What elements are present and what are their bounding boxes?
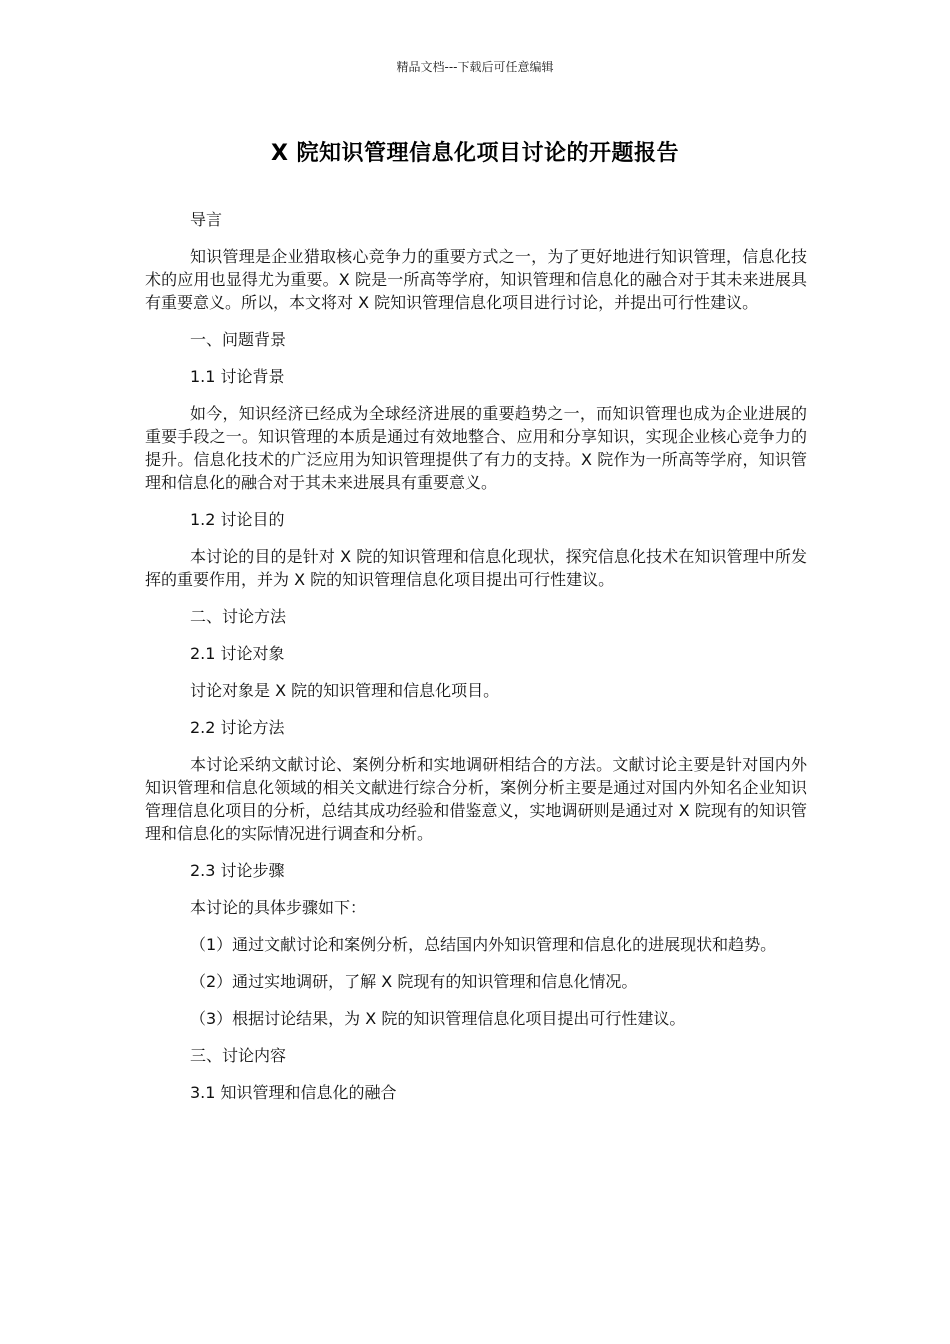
subsection-heading: 2.3 讨论步骤 (190, 861, 285, 880)
subsection-heading: 1.1 讨论背景 (190, 367, 285, 386)
paragraph: 本讨论采纳文献讨论、案例分析和实地调研相结合的方法。文献讨论主要是针对国内外知识管理和信息化领域的相关文献进行综合分析，案例分析主要是通过对国内外知名企业知识管理信息化项目的分析，总结其成功经验和借鉴意义，实地调研则是通过对 X 院现有的知识管理和信息化的实际情况进行调查和分析。 (145, 755, 807, 843)
list-item: （3）根据讨论结果，为 X 院的知识管理信息化项目提出可行性建议。 (190, 1009, 686, 1028)
subsection-heading: 1.2 讨论目的 (190, 510, 285, 529)
list-item: （2）通过实地调研，了解 X 院现有的知识管理和信息化情况。 (190, 972, 638, 991)
document-title: X 院知识管理信息化项目讨论的开题报告 (270, 141, 680, 166)
paragraph: 如今，知识经济已经成为全球经济进展的重要趋势之一，而知识管理也成为企业进展的重要手段之一。知识管理的本质是通过有效地整合、应用和分享知识，实现企业核心竞争力的提升。信息化技术的广泛应用为知识管理提供了有力的支持。X 院作为一所高等学府，知识管理和信息化的融合对于其未来进展具有重要意义。 (145, 404, 807, 492)
subsection-heading: 2.2 讨论方法 (190, 718, 285, 737)
document-body (145, 208, 807, 1104)
header-note: 精品文档---下载后可任意编辑 (396, 60, 554, 74)
section-heading: 一、问题背景 (190, 330, 287, 349)
subsection-heading: 2.1 讨论对象 (190, 644, 285, 663)
section-heading: 三、讨论内容 (190, 1046, 287, 1065)
paragraph: 本讨论的具体步骤如下： (190, 898, 367, 917)
paragraph: 知识管理是企业猎取核心竞争力的重要方式之一，为了更好地进行知识管理，信息化技术的应用也显得尤为重要。X 院是一所高等学府，知识管理和信息化的融合对于其未来进展具有重要意义。所以，本文将对 X 院知识管理信息化项目进行讨论，并提出可行性建议。 (145, 247, 807, 312)
section-heading: 导言 (190, 210, 223, 229)
section-heading: 二、讨论方法 (190, 607, 287, 626)
list-item: （1）通过文献讨论和案例分析，总结国内外知识管理和信息化的进展现状和趋势。 (190, 935, 777, 954)
paragraph: 讨论对象是 X 院的知识管理和信息化项目。 (190, 681, 500, 700)
paragraph: 本讨论的目的是针对 X 院的知识管理和信息化现状，探究信息化技术在知识管理中所发挥的重要作用，并为 X 院的知识管理信息化项目提出可行性建议。 (145, 547, 807, 589)
subsection-heading: 3.1 知识管理和信息化的融合 (190, 1083, 397, 1102)
